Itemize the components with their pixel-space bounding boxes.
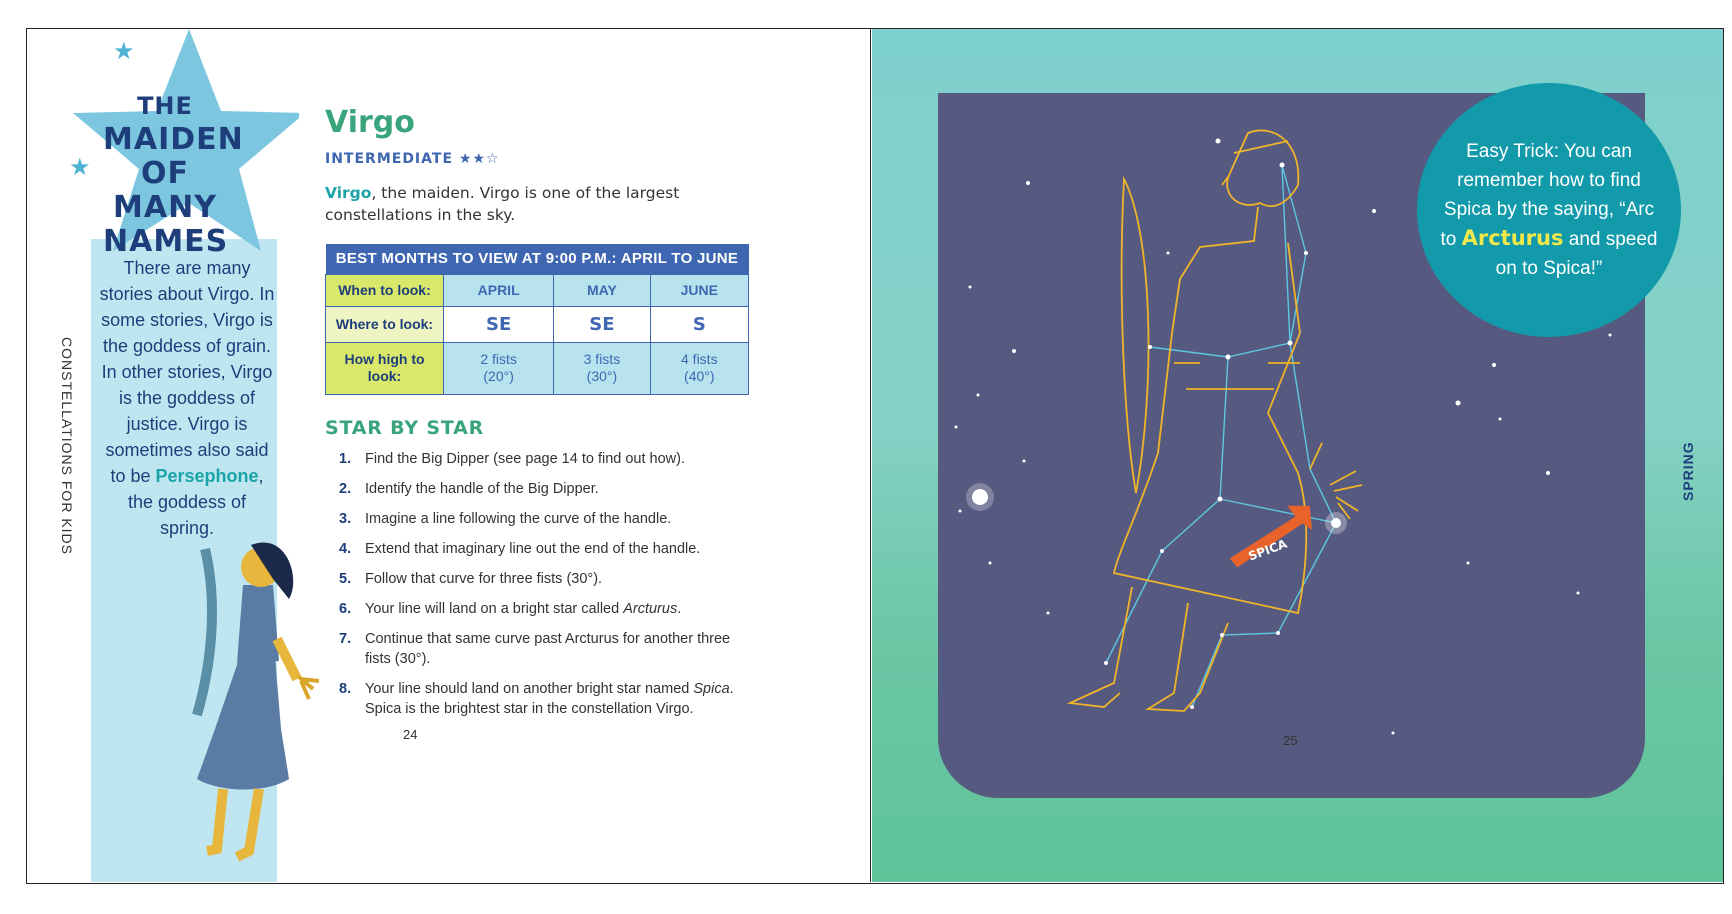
step-number: 6. — [339, 601, 352, 617]
table-cell: JUNE — [650, 274, 748, 306]
maiden-constellation-figure — [1070, 130, 1362, 711]
cell-line: (40°) — [684, 368, 715, 384]
row-label: How high to look: — [326, 342, 444, 394]
table-cell: MAY — [554, 274, 650, 306]
cell-line: 2 fists — [480, 351, 517, 367]
step-text: Extend that imaginary line out the end of the handle. — [365, 541, 701, 557]
running-head-text: CONSTELLATIONS FOR KIDS — [59, 337, 75, 555]
spica-arrow-icon — [1222, 502, 1318, 568]
constellation-stars — [1104, 163, 1308, 710]
running-head-text: SPRING — [1680, 441, 1696, 501]
running-head-right — [1680, 437, 1700, 517]
cell-line: 3 fists — [583, 351, 621, 367]
section-heading: STAR BY STAR — [325, 417, 485, 439]
page-number: 24 — [403, 727, 418, 742]
table-cell — [650, 342, 748, 394]
book-spread — [26, 28, 1724, 884]
cell-line: 4 fists — [681, 351, 718, 367]
constellation-lines — [1106, 165, 1336, 707]
story-text-end: , the goddess of spring. — [127, 466, 264, 538]
step-number: 5. — [339, 571, 352, 587]
list-item — [339, 679, 739, 719]
tip-text-start: Easy Trick: You can remember how to find Spica by the saying, “Arc to — [1440, 141, 1655, 250]
list-item — [339, 629, 739, 669]
table-header: BEST MONTHS TO VIEW AT 9:00 P.M.: APRIL TO JUNE — [326, 244, 749, 274]
step-text: Identify the handle of the Big Dipper. — [365, 481, 599, 497]
step-italic: Arcturus — [623, 601, 678, 617]
list-item — [339, 479, 739, 499]
intro-keyword: Virgo — [325, 184, 372, 202]
step-text: Find the Big Dipper (see page 14 to find out how). — [365, 451, 685, 467]
step-number: 8. — [339, 681, 352, 697]
story-highlight: Persephone — [155, 466, 259, 486]
steps-list — [339, 449, 739, 729]
table-row — [326, 342, 749, 394]
running-head-left — [57, 337, 75, 577]
row-label: Where to look: — [326, 306, 444, 342]
tip-highlight: Arcturus — [1461, 226, 1564, 250]
page-title: Virgo — [325, 105, 415, 140]
table-cell: APRIL — [444, 274, 554, 306]
difficulty-label: INTERMEDIATE — [325, 151, 454, 167]
sidebar-title-line: NAMES — [103, 224, 229, 259]
list-item — [339, 509, 739, 529]
tip-bubble — [1417, 83, 1681, 337]
list-item — [339, 569, 739, 589]
intro-text: , the maiden. Virgo is one of the largest constellations in the sky. — [325, 184, 680, 224]
step-text: Follow that curve for three fists (30°). — [365, 571, 603, 587]
step-text: Continue that same curve past Arcturus for another three fists (30°). — [365, 631, 731, 667]
step-number: 2. — [339, 481, 352, 497]
table-cell: SE — [554, 306, 650, 342]
step-text-end: . Spica is the brightest star in the constellation Virgo. — [365, 681, 734, 717]
table-cell: SE — [444, 306, 554, 342]
spica-label: SPICA — [1246, 536, 1289, 564]
step-number: 1. — [339, 451, 352, 467]
left-page — [27, 29, 871, 882]
table-row — [326, 306, 749, 342]
step-text: Your line will land on a bright star called — [365, 601, 624, 617]
list-item — [339, 599, 739, 619]
small-star-icon: ★ — [113, 38, 135, 65]
cell-line: (30°) — [586, 368, 618, 384]
sidebar-title-line: OF MANY — [113, 156, 217, 225]
viewing-table — [325, 244, 749, 395]
table-cell — [554, 342, 650, 394]
intro-paragraph — [325, 182, 725, 226]
difficulty-level — [325, 151, 500, 167]
list-item — [339, 449, 739, 469]
table-cell: S — [650, 306, 748, 342]
sidebar-story — [99, 255, 275, 541]
step-italic: Spica — [693, 681, 730, 697]
list-item — [339, 539, 739, 559]
sidebar-title-line: MAIDEN — [103, 122, 244, 157]
small-star-icon: ★ — [69, 154, 91, 181]
step-number: 4. — [339, 541, 352, 557]
tip-text-end: and speed on to Spica!” — [1495, 229, 1658, 279]
tip-text — [1439, 137, 1659, 283]
table-cell — [444, 342, 554, 394]
difficulty-stars-icon: ★★☆ — [458, 151, 500, 167]
cell-line: (20°) — [483, 368, 514, 384]
step-number: 7. — [339, 631, 352, 647]
row-label: When to look: — [326, 274, 444, 306]
step-text: Your line should land on another bright star named — [365, 681, 694, 697]
right-page — [872, 29, 1723, 882]
story-text: There are many stories about Virgo. In some stories, Virgo is the goddess of grain. In other stories, Virgo is the goddess of justice. Virgo is sometimes also said to be — [99, 258, 275, 486]
step-text-end: . — [677, 601, 682, 617]
step-number: 3. — [339, 511, 352, 527]
sidebar-title-line: THE — [137, 92, 193, 120]
table-row — [326, 274, 749, 306]
step-text: Imagine a line following the curve of the handle. — [365, 511, 672, 527]
maiden-illustration — [177, 539, 347, 879]
sidebar-title — [103, 89, 244, 259]
page-number: 25 — [1283, 733, 1298, 748]
